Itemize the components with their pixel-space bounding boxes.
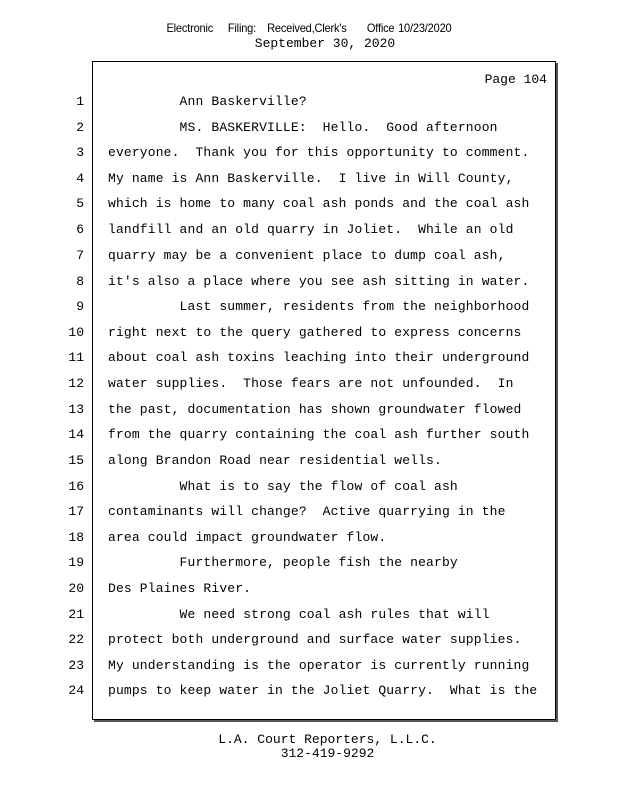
transcript-line: protect both underground and surface water supplies. [108, 632, 522, 647]
transcript-line: Ann Baskerville? [108, 94, 307, 109]
line-number: 20 [68, 581, 84, 596]
footer [0, 733, 618, 761]
line-number: 23 [68, 658, 84, 673]
transcript-line: MS. BASKERVILLE: Hello. Good afternoon [108, 120, 498, 135]
filing-stamp-received: Received,Clerk's [267, 21, 347, 35]
hearing-date: September 30, 2020 [254, 36, 396, 51]
transcript-line: What is to say the flow of coal ash [108, 479, 458, 494]
transcript-line: Last summer, residents from the neighborhood [108, 299, 530, 314]
transcript-line: from the quarry containing the coal ash further south [108, 427, 530, 442]
line-number: 5 [76, 196, 84, 211]
transcript-line: everyone. Thank you for this opportunity to comment. [108, 145, 530, 160]
line-number: 2 [76, 120, 84, 135]
line-number: 17 [68, 504, 84, 519]
filing-stamp-electronic: Electronic [166, 21, 214, 35]
line-number: 13 [68, 402, 84, 417]
transcript-line: contaminants will change? Active quarrying in the [108, 504, 506, 519]
transcript-line: Furthermore, people fish the nearby [108, 555, 458, 570]
transcript-line: which is home to many coal ash ponds and the coal ash [108, 196, 530, 211]
transcript-line: along Brandon Road near residential wells. [108, 453, 442, 468]
line-number: 15 [68, 453, 84, 468]
transcript-line: it's also a place where you see ash sitting in water. [108, 274, 530, 289]
filing-stamp [25, 21, 594, 35]
line-number: 8 [76, 274, 84, 289]
filing-stamp-date: 10/23/2020 [398, 21, 452, 35]
filing-stamp-office: Office [366, 21, 395, 35]
line-number: 22 [68, 632, 84, 647]
transcript-line: Des Plaines River. [108, 581, 252, 596]
line-number: 3 [76, 145, 84, 160]
line-number: 11 [68, 350, 84, 365]
page-number: Page 104 [484, 72, 547, 87]
transcript-line: landfill and an old quarry in Joliet. While an old [108, 222, 514, 237]
transcript-line: the past, documentation has shown groundwater flowed [108, 402, 522, 417]
line-number: 6 [76, 222, 84, 237]
transcript-line: right next to the query gathered to express concerns [108, 325, 522, 340]
line-number: 24 [68, 683, 84, 698]
transcript-line: My understanding is the operator is currently running [108, 658, 530, 673]
line-number: 14 [68, 427, 84, 442]
line-number: 12 [68, 376, 84, 391]
line-number: 21 [68, 607, 84, 622]
transcript-line: My name is Ann Baskerville. I live in Will County, [108, 171, 514, 186]
line-number: 4 [76, 171, 84, 186]
transcript-line: about coal ash toxins leaching into their underground [108, 350, 530, 365]
line-number: 16 [68, 479, 84, 494]
line-number: 1 [76, 94, 84, 109]
reporter-company: L.A. Court Reporters, L.L.C. [218, 732, 437, 747]
line-number: 10 [68, 325, 84, 340]
transcript-line: area could impact groundwater flow. [108, 530, 387, 545]
reporter-phone: 312-419-9292 [280, 746, 375, 761]
line-number: 7 [76, 248, 84, 263]
transcript-line: pumps to keep water in the Joliet Quarry. What is the [108, 683, 538, 698]
line-number: 19 [68, 555, 84, 570]
transcript-line: water supplies. Those fears are not unfounded. In [108, 376, 514, 391]
transcript-line: We need strong coal ash rules that will [108, 607, 490, 622]
line-number: 9 [76, 299, 84, 314]
line-number: 18 [68, 530, 84, 545]
filing-stamp-filing: Filing: [227, 21, 257, 35]
transcript-line: quarry may be a convenient place to dump coal ash, [108, 248, 506, 263]
